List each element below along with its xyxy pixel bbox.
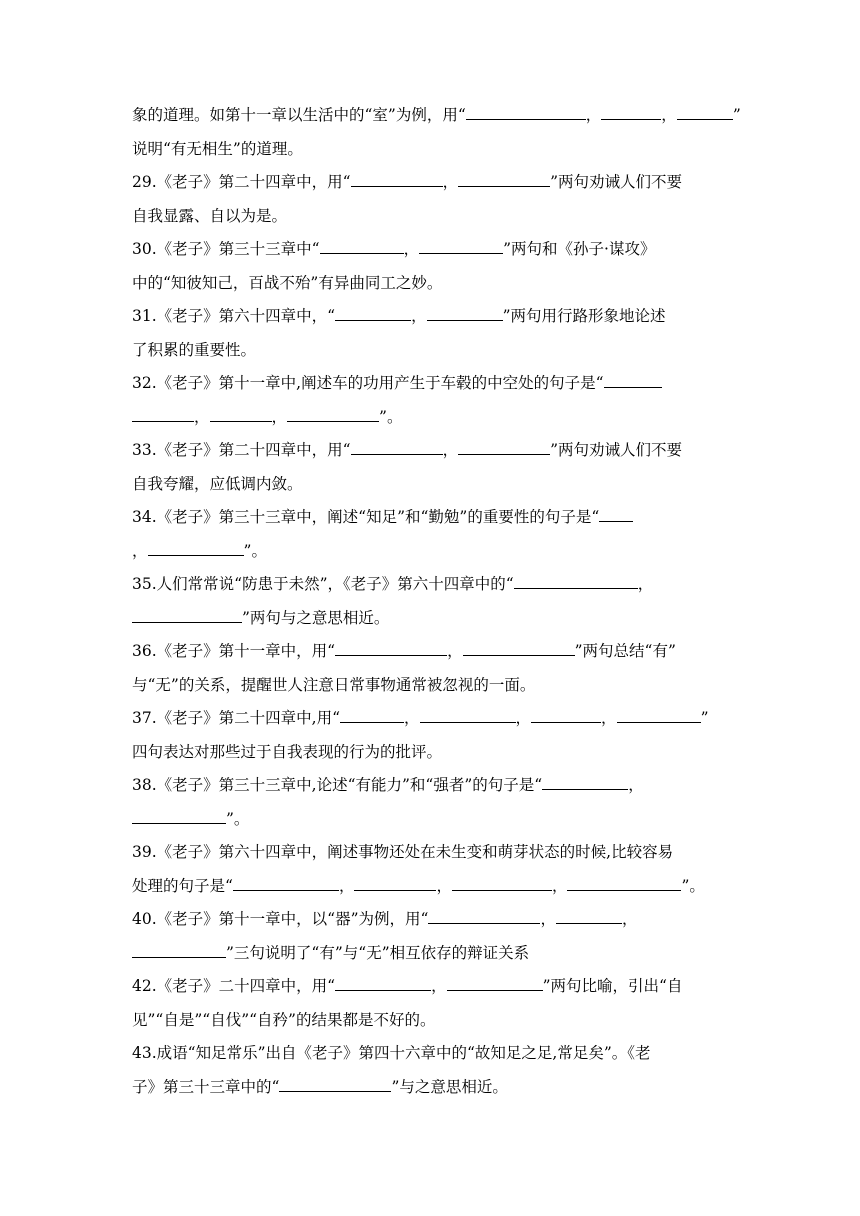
line-text: 30.《老子》第三十三章中“	[132, 240, 320, 258]
line-text: 四句表达对那些过于自我表现的行为的批评。	[132, 742, 443, 761]
answer-blank[interactable]	[427, 306, 503, 321]
line-text: ，	[540, 910, 556, 928]
line-text: 了积累的重要性。	[132, 340, 257, 359]
text-line	[132, 407, 732, 427]
answer-blank[interactable]	[335, 976, 431, 991]
line-text: 31.《老子》第六十四章中，“	[132, 307, 336, 325]
answer-blank[interactable]	[279, 1077, 391, 1092]
text-line	[132, 373, 732, 393]
line-text: ，	[404, 709, 420, 727]
answer-blank[interactable]	[463, 641, 575, 656]
line-text: ，	[431, 977, 447, 995]
text-line	[132, 742, 732, 762]
line-text: ，	[661, 106, 677, 124]
text-line	[132, 943, 732, 963]
text-line	[132, 306, 732, 326]
answer-blank[interactable]	[458, 440, 550, 455]
text-line	[132, 139, 732, 159]
line-text: 象的道理。如第十一章以生活中的“室”为例，用“	[132, 106, 466, 124]
line-text: ”两句与之意思相近。	[242, 608, 390, 627]
line-text: 处理的句子是“	[132, 876, 233, 895]
line-text: ”	[732, 106, 741, 124]
answer-blank[interactable]	[148, 541, 244, 556]
line-text: ，	[442, 173, 459, 191]
text-line	[132, 842, 732, 862]
line-text: 39.《老子》第六十四章中，阐述事物还处在未生变和萌芽状态的时候,比较容易	[132, 843, 674, 861]
line-text: 子》第三十三章中的“	[132, 1077, 280, 1096]
line-text: 29.《老子》第二十四章中，用“	[132, 173, 351, 191]
answer-blank[interactable]	[514, 574, 638, 589]
answer-blank[interactable]	[447, 976, 543, 991]
line-text: ”两句劝诫人们不要	[550, 173, 683, 191]
answer-blank[interactable]	[677, 105, 733, 120]
answer-blank[interactable]	[132, 943, 226, 958]
line-text: 38.《老子》第三十三章中,论述“有能力”和“强者”的句子是“	[132, 776, 543, 794]
text-line	[132, 105, 741, 125]
line-text: 40.《老子》第十一章中，以“器”为例，用“	[132, 910, 429, 928]
line-text: ，	[601, 709, 617, 727]
text-line	[132, 541, 732, 561]
line-text: ”。	[379, 407, 403, 426]
text-line	[132, 1010, 732, 1030]
answer-blank[interactable]	[531, 708, 601, 723]
text-line	[132, 440, 732, 460]
line-text: 与“无”的关系，提醒世人注意日常事物通常被忽视的一面。	[132, 675, 536, 694]
answer-blank[interactable]	[420, 708, 516, 723]
line-text: ，	[585, 106, 602, 124]
answer-blank[interactable]	[287, 407, 379, 422]
text-line	[132, 574, 732, 594]
answer-blank[interactable]	[452, 876, 552, 891]
answer-blank[interactable]	[604, 373, 662, 388]
line-text: ，	[442, 441, 459, 459]
line-text: ，	[194, 407, 210, 426]
line-text: ”两句比喻，引出“自	[542, 977, 683, 995]
line-text: ，	[551, 876, 568, 895]
answer-blank[interactable]	[599, 507, 633, 522]
text-line	[132, 507, 732, 527]
answer-blank[interactable]	[335, 641, 447, 656]
line-text: ”	[700, 709, 709, 727]
line-text: ”两句劝诫人们不要	[550, 441, 683, 459]
answer-blank[interactable]	[428, 909, 540, 924]
answer-blank[interactable]	[320, 239, 404, 254]
text-line	[132, 239, 732, 259]
text-line	[132, 675, 732, 695]
answer-blank[interactable]	[354, 876, 436, 891]
line-text: ”两句和《孙子·谋攻》	[503, 240, 656, 258]
line-text: ，	[403, 240, 420, 258]
line-text: ，	[271, 407, 288, 426]
line-text: 见”“自是”“自伐”“自矜”的结果都是不好的。	[132, 1010, 436, 1029]
text-line	[132, 1077, 732, 1097]
answer-blank[interactable]	[567, 876, 681, 891]
text-line	[132, 876, 732, 896]
text-line	[132, 340, 732, 360]
line-text: ”。	[681, 876, 705, 895]
line-text: ”两句总结“有”	[574, 642, 676, 660]
answer-blank[interactable]	[340, 708, 404, 723]
text-line	[132, 273, 732, 293]
line-text: ”两句用行路形象地论述	[502, 307, 666, 325]
line-text: 37.《老子》第二十四章中,用“	[132, 709, 341, 727]
text-line	[132, 708, 732, 728]
answer-blank[interactable]	[132, 608, 242, 623]
answer-blank[interactable]	[466, 105, 586, 120]
line-text: ，	[637, 575, 654, 593]
line-text: ，	[621, 910, 638, 928]
line-text: 自我显露、自以为是。	[132, 206, 288, 225]
answer-blank[interactable]	[132, 809, 226, 824]
answer-blank[interactable]	[419, 239, 503, 254]
text-line	[132, 474, 732, 494]
line-text: 36.《老子》第十一章中，用“	[132, 642, 336, 660]
text-line	[132, 641, 732, 661]
text-line	[132, 608, 732, 628]
line-text: 32.《老子》第十一章中,阐述车的功用产生于车毂的中空处的句子是“	[132, 374, 604, 392]
answer-blank[interactable]	[601, 105, 661, 120]
text-line	[132, 809, 732, 829]
line-text: ，	[436, 876, 452, 895]
text-line	[132, 909, 732, 929]
line-text: 说明“有无相生”的道理。	[132, 139, 303, 158]
line-text: 35.人们常常说“防患于未然”，《老子》第六十四章中的“	[132, 575, 514, 593]
line-text: ，	[628, 776, 644, 794]
line-text: ”。	[243, 541, 267, 560]
answer-blank[interactable]	[210, 407, 272, 422]
answer-blank[interactable]	[233, 876, 339, 891]
answer-blank[interactable]	[556, 909, 622, 924]
line-text: ，	[515, 709, 532, 727]
line-text: 33.《老子》第二十四章中，用“	[132, 441, 351, 459]
line-text: 自我夸耀，应低调内敛。	[132, 474, 303, 493]
text-line	[132, 1043, 732, 1063]
answer-blank[interactable]	[617, 708, 701, 723]
answer-blank[interactable]	[458, 172, 550, 187]
line-text: ，	[411, 307, 427, 325]
line-text: 42.《老子》二十四章中，用“	[132, 977, 336, 995]
text-line	[132, 172, 732, 192]
answer-blank[interactable]	[335, 306, 411, 321]
line-text: 34.《老子》第三十三章中，阐述“知足”和“勤勉”的重要性的句子是“	[132, 508, 600, 526]
answer-blank[interactable]	[351, 172, 443, 187]
line-text: ，	[447, 642, 463, 660]
text-line	[132, 775, 732, 795]
text-line	[132, 976, 732, 996]
answer-blank[interactable]	[351, 440, 443, 455]
line-text: 中的“知彼知己，百战不殆”有异曲同工之妙。	[132, 273, 443, 292]
line-text: ，	[338, 876, 355, 895]
line-text: ”。	[226, 809, 250, 828]
line-text: ”三句说明了“有”与“无”相互依存的辩证关系	[226, 943, 530, 962]
text-line	[132, 206, 732, 226]
line-text: 43.成语“知足常乐”出自《老子》第四十六章中的“故知足之足,常足矣”。《老	[132, 1044, 651, 1062]
line-text: ，	[132, 541, 148, 560]
answer-blank[interactable]	[132, 407, 194, 422]
answer-blank[interactable]	[542, 775, 628, 790]
line-text: ”与之意思相近。	[391, 1077, 508, 1096]
